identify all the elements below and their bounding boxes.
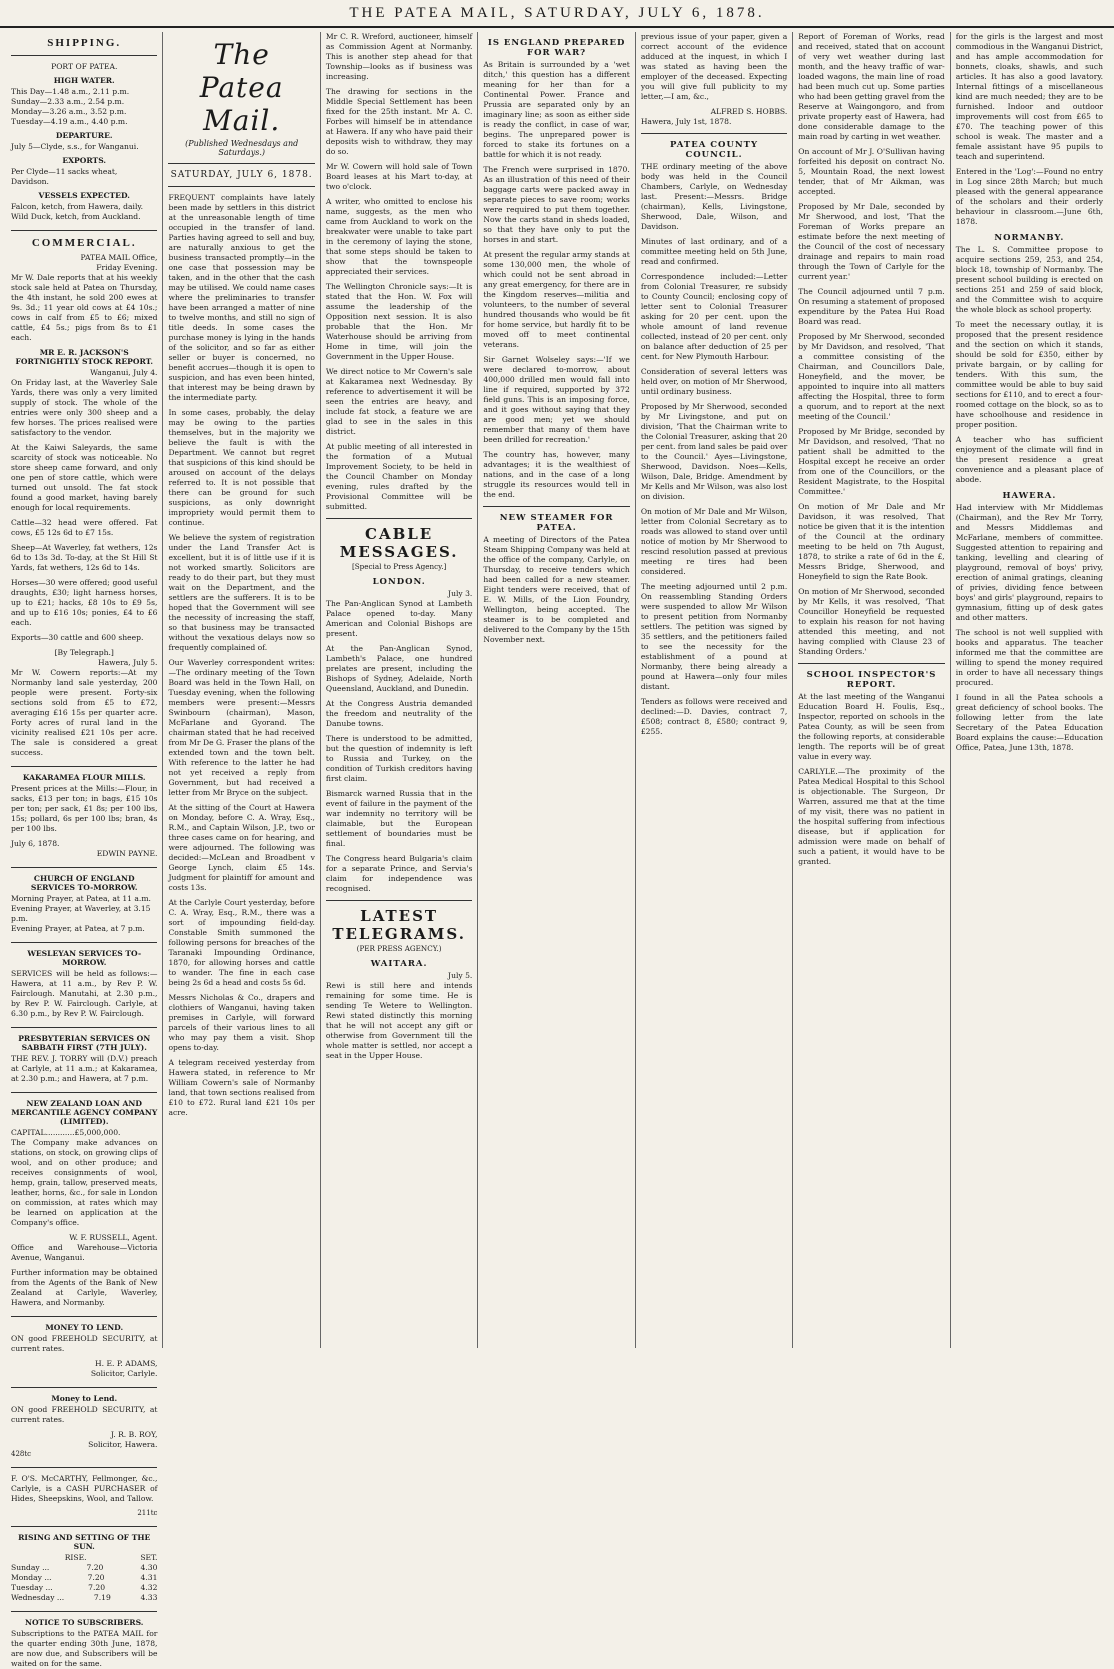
cable-paragraph: Bismarck warned Russia that in the event of failure in the payment of the war indemnity no territory will be claimable, but the European settlement of boundaries must be final. bbox=[325, 789, 473, 848]
school-paragraph: Entered in the 'Log':—Found no entry in Log since 28th March; but much pleased with the general appearance of the scholars and their orderly behaviour in classroom.—June 6th, 1878. bbox=[955, 167, 1104, 226]
high-water-line: Sunday—2.33 a.m., 2.54 p.m. bbox=[11, 97, 125, 106]
high-water-title: HIGH WATER. bbox=[53, 76, 115, 85]
wesleyan-section bbox=[11, 949, 157, 1019]
jackson-title: MR E. R. JACKSON'S FORTNIGHTLY STOCK REPORT. bbox=[15, 348, 153, 366]
column-4 bbox=[478, 32, 635, 1348]
sun-row: Sunday ... 7.20 4.30 bbox=[11, 1563, 158, 1572]
church-line: Evening Prayer, at Patea, at 7 p.m. bbox=[11, 924, 145, 933]
council-paragraph: On motion of Mr Sherwood, seconded by Mr Kells, it was resolved, 'That Councillor Honeyfield be requested to explain his reason for not having attended this meeting, and not having complied with Clause 23 of Standing Orders.' bbox=[798, 587, 945, 656]
column-3 bbox=[321, 32, 478, 1348]
war-paragraph: The French were surprised in 1870. As an illustration of this need of their baggage carts were packed away in separate pieces to save room; works were required to put them together. Now the carts stand in sheds loaded, so that they have only to put the horses in and start. bbox=[483, 165, 630, 244]
cable-paragraph: There is understood to be admitted, but the question of indemnity is left to Russia and Turkey, on the condition of Turkish creditors having first claim. bbox=[325, 734, 473, 783]
latest-subtitle: (PER PRESS AGENCY.) bbox=[356, 944, 442, 953]
council-paragraph: On motion of Mr Dale and Mr Davidson, it was resolved, That notice be given that it is the intention of the Council at the ordinary meeting to be held on 7th August, 1878, to strike a rate of 6d in the £, Messrs Bridge, Sherwood, and Honeyfield to sign the Rate Book. bbox=[798, 502, 945, 581]
flour-title: KAKARAMEA FLOUR MILLS. bbox=[22, 773, 146, 782]
loan-capital: CAPITAL............£5,000,000. bbox=[11, 1128, 121, 1137]
letter-signature: ALFRED S. HOBBS. bbox=[710, 107, 788, 116]
letter-paragraph: previous issue of your paper, given a correct account of the evidence adduced at the inquest, in which I was stated as having been the employer of the deceased. Expecting you will give full publicity to my letter,—I am, &c., bbox=[640, 32, 788, 101]
money-paragraph: ON good FREEHOLD SECURITY, at current rates. bbox=[11, 1334, 158, 1353]
news-paragraph: We direct notice to Mr Cowern's sale at Kakaramea next Wednesday. By reference to advertisement it will be seen the entries are heavy, and include fat stock, a feature we are glad to see in the sales in this district. bbox=[325, 367, 473, 436]
jackson-place: Wanganui, July 4. bbox=[90, 368, 158, 377]
high-water-line: This Day—1.48 a.m., 2.11 p.m. bbox=[11, 87, 130, 96]
newspaper-columns bbox=[0, 28, 1114, 1668]
notice-paragraph: Subscriptions to the PATEA MAIL for the quarter ending 30th June, 1878, are now due, and Subscribers will be waited on for the same. bbox=[11, 1629, 158, 1668]
cable-date: July 3. bbox=[448, 589, 473, 598]
commercial-paragraph: On Friday last, at the Waverley Sale Yards, there was only a very limited supply of stock. The whole of the entries were only 300 sheep and a few horses. The prices realised were satisfactory to the vendor. bbox=[11, 378, 158, 437]
editorial-paragraph: Our Waverley correspondent writes:—The ordinary meeting of the Town Board was held in the Town Hall, on Tuesday evening, when the following members were present:—Messrs Swinbourn (chairman), Mason, McFarlane and Gyorand. The chairman stated that he had received from Mr De G. Fraser the plans of the extended town and the town belt. With reference to the latter he had not yet received a reply from Government, but had received a letter from Mr Bryce on the subject. bbox=[168, 658, 315, 797]
vessels-line: Falcon, ketch, from Hawera, daily. Wild Duck, ketch, from Auckland. bbox=[11, 202, 144, 221]
news-paragraph: The drawing for sections in the Middle Special Settlement has been fixed for the 25th instant. Mr A. C. Forbes will himself be in attendance at Hawera. If any who have paid their deposits wish to withdraw, they may do so. bbox=[325, 87, 473, 156]
loan-title: NEW ZEALAND LOAN AND MERCANTILE AGENCY COMPANY (LIMITED). bbox=[11, 1099, 158, 1126]
council-paragraph: Proposed by Mr Sherwood, seconded by Mr Livingstone, and put on division, 'That the Chairman write to the Colonial Treasurer, asking that 20 per cent. from land sales be paid over to the Council.' Ayes—Livingstone, Sherwood, Davidson. Noes—Kells, Wilson, Dale, Bridge. Amendment by Mr Kells and Mr Wilson, was also lost on division. bbox=[640, 402, 788, 501]
council-paragraph: On account of Mr J. O'Sullivan having forfeited his deposit on contract No. 5, Mountain Road, the next lowest tender, that of Mr Aikman, was accepted. bbox=[798, 147, 945, 196]
church-section bbox=[11, 874, 157, 934]
hawera-paragraph: Had interview with Mr Middlemas (Chairman), and the Rev Mr Torry, and Messrs Middlemas and McFarlane, members of committee. Suggested attention to repairing and tanking, levelling and clearing of playground, removal of boys' privy, erection of animal gratings, cleaning of privies, dividing fence between boys' and girls' playground, repairs to gymnasium, fitting up of desk gates and other matters. bbox=[955, 503, 1104, 622]
mccarthy-paragraph: F. O'S. McCARTHY, Fellmonger, &c., Carlyle, is a CASH PURCHASER of Hides, Sheepskins, Wool, and Tallow. bbox=[11, 1474, 158, 1503]
commercial-paragraph: Sheep—At Waverley, fat wethers, 12s 6d to 13s 3d. To-day, at the St Hill St Yards, fat wethers, 12s 6d to 14s. bbox=[11, 543, 158, 572]
hawera-title: HAWERA. bbox=[1002, 491, 1057, 501]
wesleyan-paragraph: SERVICES will be held as follows:—Hawera, at 11 a.m., by Rev P. W. Fairclough. Manutahi, at 2.30 p.m., by Rev P. W. Fairclough. Carlyle, at 6.30 p.m., by Rev P. W. Fairclough. bbox=[11, 969, 158, 1018]
cable-paragraph: The Pan-Anglican Synod at Lambeth Palace opened to-day. Many American and Colonial Bishops are present. bbox=[325, 599, 473, 638]
normanby-paragraph: A teacher who has sufficient enjoyment of the climate will find in the present residence a great convenience and a pleasant place of abode. bbox=[955, 435, 1104, 484]
high-water-line: Monday—3.26 a.m., 3.52 p.m. bbox=[11, 107, 127, 116]
hawera-paragraph: I found in all the Patea schools a great deficiency of school books. The following letter from the late Secretary of the Patea Education Board explains the cause:—Education Office, Patea, June 13th, 1878. bbox=[955, 693, 1104, 752]
money-role: Solicitor, Carlyle. bbox=[90, 1369, 158, 1378]
school-paragraph: CARLYLE.—The proximity of the Patea Medical Hospital to this School is objectionable. The Surgeon, Dr Warren, assured me that at the time of my visit, there was no patient in the hospital suffering from infectious disease, but if application for admission were made on behalf of such a patient, it would have to be granted. bbox=[798, 767, 945, 866]
sun-header: RISE. SET. bbox=[64, 1553, 158, 1562]
money-section-1 bbox=[11, 1323, 157, 1379]
column-2 bbox=[163, 32, 320, 1348]
sun-section bbox=[11, 1533, 157, 1603]
commercial-paragraph: Mr W. Cowern reports:—At my Normanby land sale yesterday, 200 people were present. Forty-six sections sold from £5 to £72, averaging £16 15s per quarter acre. Forty acres of rural land in the vicinity realised £21 10s per acre. The sale is considered a great success. bbox=[11, 668, 158, 757]
school-title: SCHOOL INSPECTOR'S REPORT. bbox=[806, 670, 937, 690]
loan-paragraph: The Company make advances on stations, on stock, on growing clips of wool, and on other produce; and receives consignments of wool, hemp, grain, tallow, preserved meats, leather, horns, &c., for sale in London on commission, at rates which may be learned on application at the Company's office. bbox=[11, 1138, 158, 1227]
loan-further: Further information may be obtained from the Agents of the Bank of New Zealand at Carlyle, Waverley, Hawera, and Normanby. bbox=[11, 1268, 158, 1307]
council-paragraph: Minutes of last ordinary, and of a committee meeting held on 5th June, read and confirmed. bbox=[640, 237, 788, 266]
council-paragraph: The meeting adjourned until 2 p.m. On reassembling Standing Orders were suspended to allow Mr Wilson to present petition from Normanby settlers. The petition was signed by 35 settlers, and the petitioners failed to see the necessity for the establishment of a pound at Normanby, there being already a pound at Hawera—only four miles distant. bbox=[640, 582, 788, 691]
high-water-line: Tuesday—4.19 a.m., 4.40 p.m. bbox=[11, 117, 128, 126]
editorial-paragraph: At the Carlyle Court yesterday, before C. A. Wray, Esq., R.M., there was a sort of impounding field-day. Constable Smith summoned the following persons for breaches of the Taranaki Impounding Ordinance, 1870, for allowing horses and cattle to wander. The fine in each case being 2s 6d a head and costs 5s 6d. bbox=[168, 898, 315, 987]
council-paragraph: On motion of Mr Dale and Mr Wilson, letter from Colonial Secretary as to roads was allowed to stand over until notice of motion by Mr Sherwood to rescind resolution passed at previous meeting re tires had been considered. bbox=[640, 507, 788, 576]
column-6 bbox=[793, 32, 950, 1348]
office-date: Friday Evening. bbox=[96, 263, 158, 272]
editorial-dateline: SATURDAY, JULY 6, 1878. bbox=[170, 170, 313, 180]
news-paragraph: The Wellington Chronicle says:—It is stated that the Hon. W. Fox will assume the leadership of the Opposition next session. It is also probable that the Hon. Mr Waterhouse should be arriving from Home in time, will join the Government in the Upper House. bbox=[325, 282, 473, 361]
money-title: Money to Lend. bbox=[51, 1394, 118, 1403]
presbyterian-paragraph: THE REV. J. TORRY will (D.V.) preach at Carlyle, at 11 a.m.; at Kakaramea, at 2.30 p.m.; and Hawera, at 7 p.m. bbox=[11, 1054, 158, 1083]
council-paragraph: Proposed by Mr Bridge, seconded by Mr Davidson, and resolved, 'That no patient shall be admitted to the Hospital except he receive an order from one of the Councillors, or the Resident Magistrate, to the Hospital Committee.' bbox=[798, 427, 945, 496]
editorial-paragraph: At the sitting of the Court at Hawera on Monday, before C. A. Wray, Esq., R.M., and Captain Wilson, J.P., two or three cases came on for hearing, and were adjourned. The following was decided:—McLean and Broadbent v George Lynch, claim £5 14s. Judgment for plaintiff for amount and costs 13s. bbox=[168, 803, 315, 892]
flour-paragraph: Present prices at the Mills:—Flour, in sacks, £13 per ton; in bags, £15 10s per ton; per sack, £1 8s; per 100 lbs, 15s; pollard, 6s per 100 lbs; bran, 4s per 100 lbs. bbox=[11, 784, 158, 833]
editorial-paragraph: We believe the system of registration under the Land Transfer Act is excellent, but it is of little use if it is not worked smartly. Solicitors are ready to do their part, but they must wait on the Department, and the settlers are the sufferers. It is to be hoped that the Government will see the necessity of increasing the staff, so that business may be transacted without the vexatious delays now so frequently complained of. bbox=[168, 533, 315, 652]
war-paragraph: As Britain is surrounded by a 'wet ditch,' this question has a different meaning for her than for a Continental Power. France and Prussia are separated only by an imaginary line; as soon as either side is ready the conflict, in case of war, begins. The unprepared power is forced to stake its fortunes on a battle for which it is not ready. bbox=[483, 60, 630, 159]
paper-title: The Patea Mail. bbox=[199, 38, 284, 137]
column-7 bbox=[951, 32, 1108, 1348]
war-paragraph: The country has, however, many advantages; it is the wealthiest of nations, and in the case of a long struggle its resources would tell in the end. bbox=[483, 450, 630, 499]
telegraph-place: Hawera, July 5. bbox=[98, 658, 158, 667]
sun-row: Wednesday ... 7.19 4.33 bbox=[11, 1593, 158, 1602]
notice-title: NOTICE TO SUBSCRIBERS. bbox=[25, 1618, 144, 1627]
editorial-paragraph: In some cases, probably, the delay may be owing to the parties themselves, but in the majority we believe the fault is with the Department. We cannot but regret that suspicions of this kind should be aroused on account of the delays referred to. It is not possible that there can be ground for such suspicions, as only downright impropriety would permit them to continue. bbox=[168, 408, 315, 527]
money-paragraph: ON good FREEHOLD SECURITY, at current rates. bbox=[11, 1405, 158, 1424]
war-paragraph: At present the regular army stands at some 130,000 men, the whole of which could not be sent abroad in any great emergency, for there are in the Kingdom reserves—militia and volunteers, to the number of several hundred thousands who would be fit for home service, but hardly fit to be moved off to meet continental veterans. bbox=[483, 250, 630, 349]
column-5 bbox=[636, 32, 793, 1348]
port-subtitle: PORT OF PATEA. bbox=[51, 62, 118, 71]
school-paragraph: At the last meeting of the Wanganui Education Board H. Foulis, Esq., Inspector, reported on schools in the Patea County, as will be seen from the following reports, at considerable length. The reports will be of great value in every way. bbox=[798, 692, 945, 761]
latest-title: LATEST TELEGRAMS. bbox=[332, 907, 466, 943]
mccarthy-section bbox=[11, 1474, 157, 1518]
normanby-paragraph: To meet the necessary outlay, it is proposed that the present residence and the section on which it stands, should be sold for £350, either by private bargain, or by calling for tenders. With this sum, the committee would be able to buy said sections for £110, and to erect a four-roomed cottage on the block, so as to have schoolhouse and residence in proper position. bbox=[955, 320, 1104, 429]
news-paragraph: At public meeting of all interested in the formation of a Mutual Improvement Society, to be held in the Council Chamber on Monday evening, rules drafted by the Provisional Committee will be submitted. bbox=[325, 442, 473, 511]
shipping-section bbox=[11, 37, 157, 222]
office-line: PATEA MAIL Office, bbox=[80, 253, 158, 262]
news-paragraph: Mr W. Cowern will hold sale of Town Board leases at his Mart to-day, at two o'clock. bbox=[325, 162, 473, 191]
sun-row: Tuesday ... 7.20 4.32 bbox=[11, 1583, 158, 1592]
hawera-paragraph: The school is not well supplied with books and apparatus. The teacher informed me that the committee are willing to spend the money required in order to have all necessary things procured. bbox=[955, 628, 1104, 687]
steamer-paragraph: A meeting of Directors of the Patea Steam Shipping Company was held at the office of the company, Carlyle, on Thursday, to receive tenders which had been called for a new steamer. Eight tenders were received, that of E. W. Mills, of the Lion Foundry, Wellington, being accepted. The steamer is to be completed and delivered to the Company by the 15th November next. bbox=[483, 535, 630, 644]
shipping-title: SHIPPING. bbox=[47, 37, 122, 49]
cable-subtitle: [Special to Press Agency.] bbox=[351, 562, 447, 571]
sun-table bbox=[11, 1553, 157, 1603]
publication-note: (Published Wednesdays and Saturdays.) bbox=[185, 139, 299, 157]
news-paragraph: A writer, who omitted to enclose his name, suggests, as the men who came from Auckland to work on the breakwater were unable to take part in the ceremony of laying the stone, that some steps should be taken to show that the townspeople appreciated their services. bbox=[325, 197, 473, 276]
loan-signature: W. F. RUSSELL, Agent. bbox=[69, 1233, 158, 1242]
commercial-title: COMMERCIAL. bbox=[31, 237, 137, 249]
editorial-paragraph: FREQUENT complaints have lately been made by settlers in this district at the unreasonable length of time occupied in the transfer of land. Parties having agreed to sell and buy, are naturally anxious to get the business transacted promptly—in the one case that possession may be taken, and in the other that the cash may be utilised. We could name cases where the preliminaries to transfer have been arranged a matter of nine to twelve months, and still no sign of title deeds. In some cases the purchase money is lying in the hands of the solicitor, and so far as either seller or buyer is concerned, no benefit accrues—though it is open to suspicion, and has even been hinted, that interest may be being drawn by the intermediate party. bbox=[168, 193, 315, 402]
exports-title: EXPORTS. bbox=[62, 156, 107, 165]
steamer-title: NEW STEAMER FOR PATEA. bbox=[499, 513, 614, 533]
cable-paragraph: At the Pan-Anglican Synod, Lambeth's Palace, one hundred prelates are present, including the Bishops of Sydney, Adelaide, North Queensland, Auckland, and Dunedin. bbox=[325, 644, 473, 693]
money-name: J. R. B. ROY, bbox=[110, 1430, 158, 1439]
flour-section bbox=[11, 773, 157, 859]
waitara-title: WAITARA. bbox=[370, 959, 428, 969]
normanby-title: NORMANBY. bbox=[994, 233, 1065, 243]
editorial-paragraph: A telegram received yesterday from Hawera stated, in reference to Mr William Cowern's sale of Normanby land, that town sections realised from £10 to £72. Rural land £21 10s per acre. bbox=[168, 1058, 315, 1117]
notice-section bbox=[11, 1618, 157, 1669]
commercial-paragraph: Cattle—32 head were offered. Fat cows, £5 12s 6d to £7 15s. bbox=[11, 518, 158, 537]
normanby-paragraph: The L. S. Committee propose to acquire sections 259, 253, and 254, block 18, township of Normanby. The present school building is erected on sections 251 and 259 of said block, and the Committee wish to acquire the whole block as school property. bbox=[955, 245, 1104, 314]
column-1 bbox=[6, 32, 163, 1668]
presbyterian-title: PRESBYTERIAN SERVICES ON SABBATH FIRST (7TH JULY). bbox=[18, 1034, 151, 1052]
money-title: MONEY TO LEND. bbox=[45, 1323, 124, 1332]
cable-title: CABLE MESSAGES. bbox=[339, 525, 459, 561]
departure-title: DEPARTURE. bbox=[55, 131, 113, 140]
money-name: H. E. P. ADAMS, bbox=[95, 1359, 158, 1368]
war-paragraph: Sir Garnet Wolseley says:—'If we were declared to-morrow, about 400,000 drilled men would fall into line if required, supported by 372 field guns. This is an imposing force, and it goes without saying that they are good men; yet we should remember that many of them have been drilled for recreation.' bbox=[483, 355, 630, 444]
ad-code: 211tc bbox=[137, 1509, 158, 1517]
church-line: Morning Prayer, at Patea, at 11 a.m. bbox=[11, 894, 151, 903]
cable-paragraph: At the Congress Austria demanded the freedom and neutrality of the Danube towns. bbox=[325, 699, 473, 728]
council-paragraph: Tenders as follows were received and declined:—D. Davies, contract 7, £508; contract 8, £580; contract 9, £255. bbox=[640, 697, 788, 736]
telegraph-label: [By Telegraph.] bbox=[54, 648, 114, 657]
war-title: IS ENGLAND PREPARED FOR WAR? bbox=[487, 38, 626, 58]
council-paragraph: Consideration of several letters was held over, on motion of Mr Sherwood, until ordinary business. bbox=[640, 367, 788, 396]
loan-office: Office and Warehouse—Victoria Avenue, Wanganui. bbox=[11, 1243, 158, 1262]
commercial-paragraph: Mr W. Dale reports that at his weekly stock sale held at Patea on Thursday, the 4th instant, he sold 200 ewes at 9s. 3d.; 11 year old cows at £4 10s.; cows in calf from £5 to £6; mixed cattle, £4 5s.; pigs from 8s to £1 each. bbox=[11, 273, 158, 342]
commercial-section bbox=[11, 237, 157, 758]
council-paragraph: Proposed by Mr Sherwood, seconded by Mr Davidson, and resolved, 'That a committee consisting of the Chairman, and Councillors Dale, Honeyfield, and the mover, be appointed to inquire into all matters affecting the Hospital, three to form a quorum, and to report at the next meeting of the Council.' bbox=[798, 332, 945, 421]
departure-line: July 5—Clyde, s.s., for Wanganui. bbox=[11, 142, 139, 151]
exports-line: Per Clyde—11 sacks wheat, Davidson. bbox=[11, 167, 118, 186]
wesleyan-title: WESLEYAN SERVICES TO-MORROW. bbox=[27, 949, 142, 967]
church-title: CHURCH OF ENGLAND SERVICES TO-MORROW. bbox=[30, 874, 138, 892]
council-paragraph: Proposed by Mr Dale, seconded by Mr Sherwood, and lost, 'That the Foreman of Works prepare an estimate before the next meeting of the Council of the cost of necessary drainage and repairs to main road through the Town of Carlyle for the current year.' bbox=[798, 202, 945, 281]
ad-code: 428tc bbox=[11, 1450, 32, 1458]
cable-place: LONDON. bbox=[372, 577, 426, 587]
news-paragraph: Mr C. R. Wreford, auctioneer, himself as Commission Agent at Normanby. This is another step ahead for that Township—looks as if business was increasing. bbox=[325, 32, 473, 81]
council-paragraph: The Council adjourned until 7 p.m. On resuming a statement of proposed expenditure by the Patea Hui Road Board was read. bbox=[798, 287, 945, 326]
council-paragraph: Correspondence included:—Letter from Colonial Treasurer, re subsidy to County Council; enclosing copy of letter sent to Colonial Treasurer asking for 20 per cent. upon the whole amount of land revenue collected, instead of 20 per cent. only on balance after deduction of 25 per cent. for New Plymouth Harbour. bbox=[640, 272, 788, 361]
money-section-2 bbox=[11, 1394, 157, 1459]
council-title: PATEA COUNTY COUNCIL. bbox=[670, 140, 759, 160]
masthead: THE PATEA MAIL, SATURDAY, JULY 6, 1878. bbox=[0, 0, 1114, 28]
flour-signature: EDWIN PAYNE. bbox=[96, 849, 158, 858]
waitara-date: July 5. bbox=[448, 971, 473, 980]
church-line: Evening Prayer, at Waverley, at 3.15 p.m. bbox=[11, 904, 151, 923]
vessels-title: VESSELS EXPECTED. bbox=[38, 191, 130, 200]
council-paragraph: Report of Foreman of Works, read and received, stated that on account of very wet weather during last month, and the heavy traffic of war-loaded wagons, the main line of road had been much cut up. Some parties who had been getting gravel from the Reserve at Waingongoro, and from private property east of Hawera, had done considerable damage to the main road by carting in wet weather. bbox=[798, 32, 945, 141]
council-paragraph: THE ordinary meeting of the above body was held in the Council Chambers, Carlyle, on Wednesday last. Present:—Messrs. Bridge (chairman), Kells, Livingstone, Sherwood, Dale, Wilson, and Davidson. bbox=[640, 162, 788, 231]
school-paragraph: for the girls is the largest and most commodious in the Wanganui District, and has ample accommodation for bonnets, cloaks, shawls, and such articles. It has also a good lavatory. Internal fittings of a miscellaneous kind are much needed; they are to be furnished. Indoor and outdoor improvements will cost from £65 to £70. The teaching power of this school is weak. The master and a female assistant have 95 pupils to teach and superintend. bbox=[955, 32, 1104, 161]
commercial-paragraph: At the Kaiwi Saleyards, the same scarcity of stock was noticeable. No store sheep came forward, and only one pen of store cattle, which were turned out unsold. The fat stock found a good market, having barely enough for local requirements. bbox=[11, 443, 158, 512]
sun-row: Monday ... 7.20 4.31 bbox=[11, 1573, 158, 1582]
letter-place: Hawera, July 1st, 1878. bbox=[640, 117, 732, 126]
sun-title: RISING AND SETTING OF THE SUN. bbox=[18, 1533, 151, 1551]
money-role: Solicitor, Hawera. bbox=[88, 1440, 158, 1449]
commercial-paragraph: Horses—30 were offered; good useful draughts, £30; light harness horses, up to £21; hacks, £8 10s to £9 5s, and up to £16 10s; ponies, £4 to £6 each. bbox=[11, 578, 158, 627]
editorial-paragraph: Messrs Nicholas & Co., drapers and clothiers of Wanganui, having taken premises in Carlyle, will forward parcels of their various lines to all who may pay them a visit. Shop opens to-day. bbox=[168, 993, 315, 1052]
loan-section bbox=[11, 1099, 157, 1308]
waitara-paragraph: Rewi is still here and intends remaining for some time. He is sending Te Wetere to Wellington. Rewi stated distinctly this morning that he will not accept any gift or otherwise from Government till the whole matter is settled, nor accept a seat in the Upper House. bbox=[325, 981, 473, 1060]
commercial-paragraph: Exports—30 cattle and 600 sheep. bbox=[11, 633, 144, 642]
presbyterian-section bbox=[11, 1034, 157, 1084]
cable-paragraph: The Congress heard Bulgaria's claim for a separate Prince, and Servia's claim for independence was recognised. bbox=[325, 854, 473, 893]
flour-date: July 6, 1878. bbox=[11, 839, 60, 848]
